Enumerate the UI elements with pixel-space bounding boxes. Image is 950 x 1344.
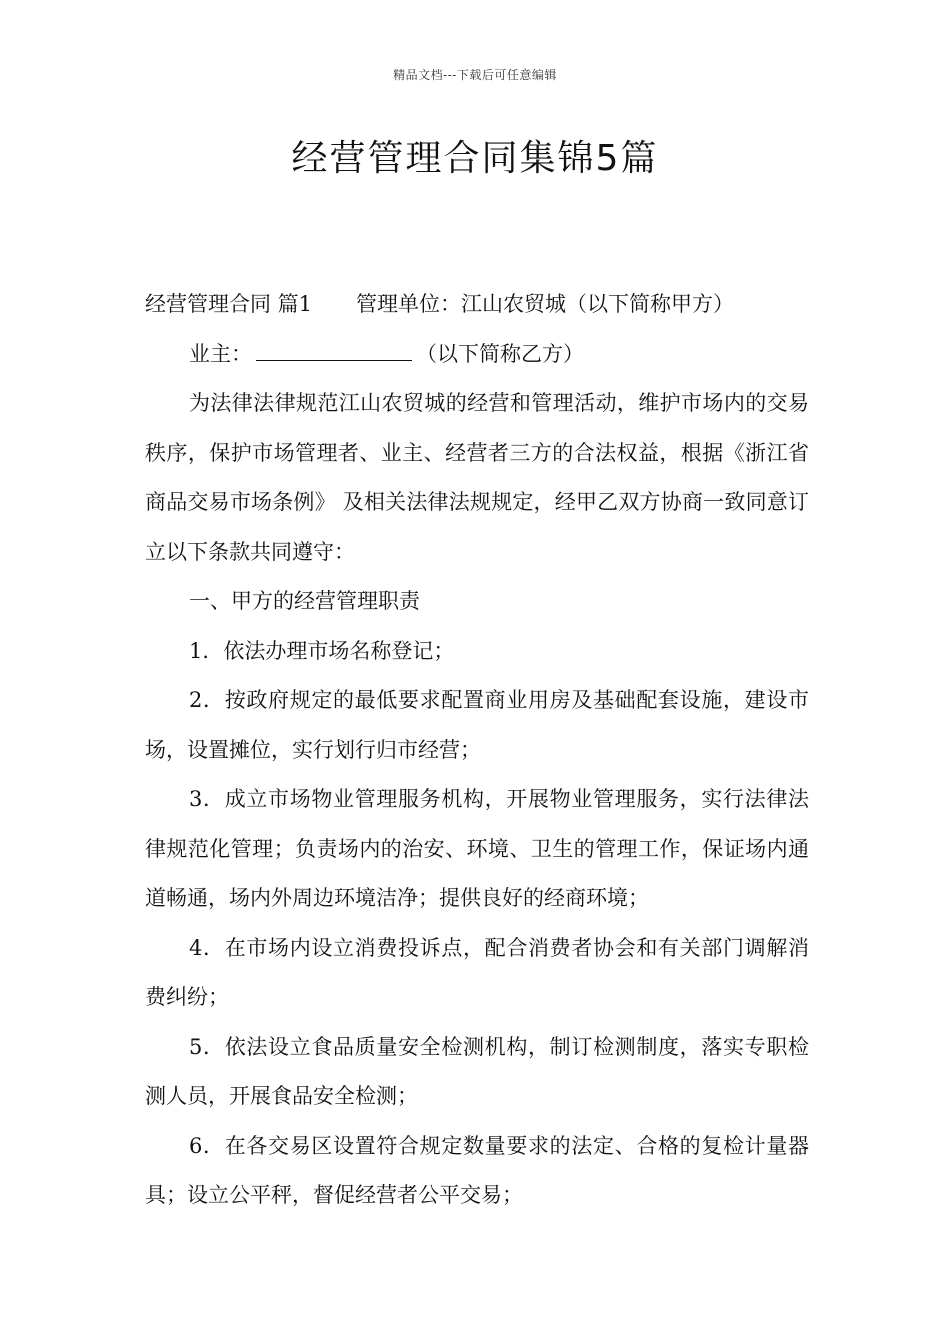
section-heading-1: 一、甲方的经营管理职责 <box>189 589 420 613</box>
section-label: 经营管理合同 篇1 <box>145 292 313 316</box>
document-body <box>145 280 809 1221</box>
header-note: 精品文档---下载后可任意编辑 <box>393 68 557 82</box>
intro-line-party-a <box>145 280 809 330</box>
intro-line-party-b <box>145 330 809 380</box>
paragraph-preamble: 为法律法律规范江山农贸城的经营和管理活动，维护市场内的交易秩序，保护市场管理者、业主、经营者三方的合法权益，根据《浙江省商品交易市场条例》 及相关法律法规规定，经甲乙双方协商一致同意订立以下条款共同遵守： <box>145 391 809 564</box>
clause-3: 3．成立市场物业管理服务机构，开展物业管理服务，实行法律法律规范化管理；负责场内的治安、环境、卫生的管理工作，保证场内通道畅通，场内外周边环境洁净；提供良好的经商环境； <box>145 787 809 910</box>
clause-2: 2．按政府规定的最低要求配置商业用房及基础配套设施，建设市场，设置摊位，实行划行归市经营； <box>145 688 809 762</box>
clause-5: 5．依法设立食品质量安全检测机构，制订检测制度，落实专职检测人员，开展食品安全检测； <box>145 1034 809 1108</box>
clause-4: 4．在市场内设立消费投诉点，配合消费者协会和有关部门调解消费纠纷； <box>145 935 809 1009</box>
party-a-text: 管理单位：江山农贸城（以下简称甲方） <box>356 292 735 316</box>
party-b-blank-line <box>256 338 412 361</box>
party-b-label: 业主： <box>189 341 252 366</box>
document-title: 经营管理合同集锦5篇 <box>291 138 659 179</box>
party-b-suffix: （以下简称乙方） <box>416 341 584 366</box>
clause-1: 1．依法办理市场名称登记； <box>189 638 455 663</box>
clause-6: 6．在各交易区设置符合规定数量要求的法定、合格的复检计量器具；设立公平秤，督促经营者公平交易； <box>145 1133 809 1207</box>
